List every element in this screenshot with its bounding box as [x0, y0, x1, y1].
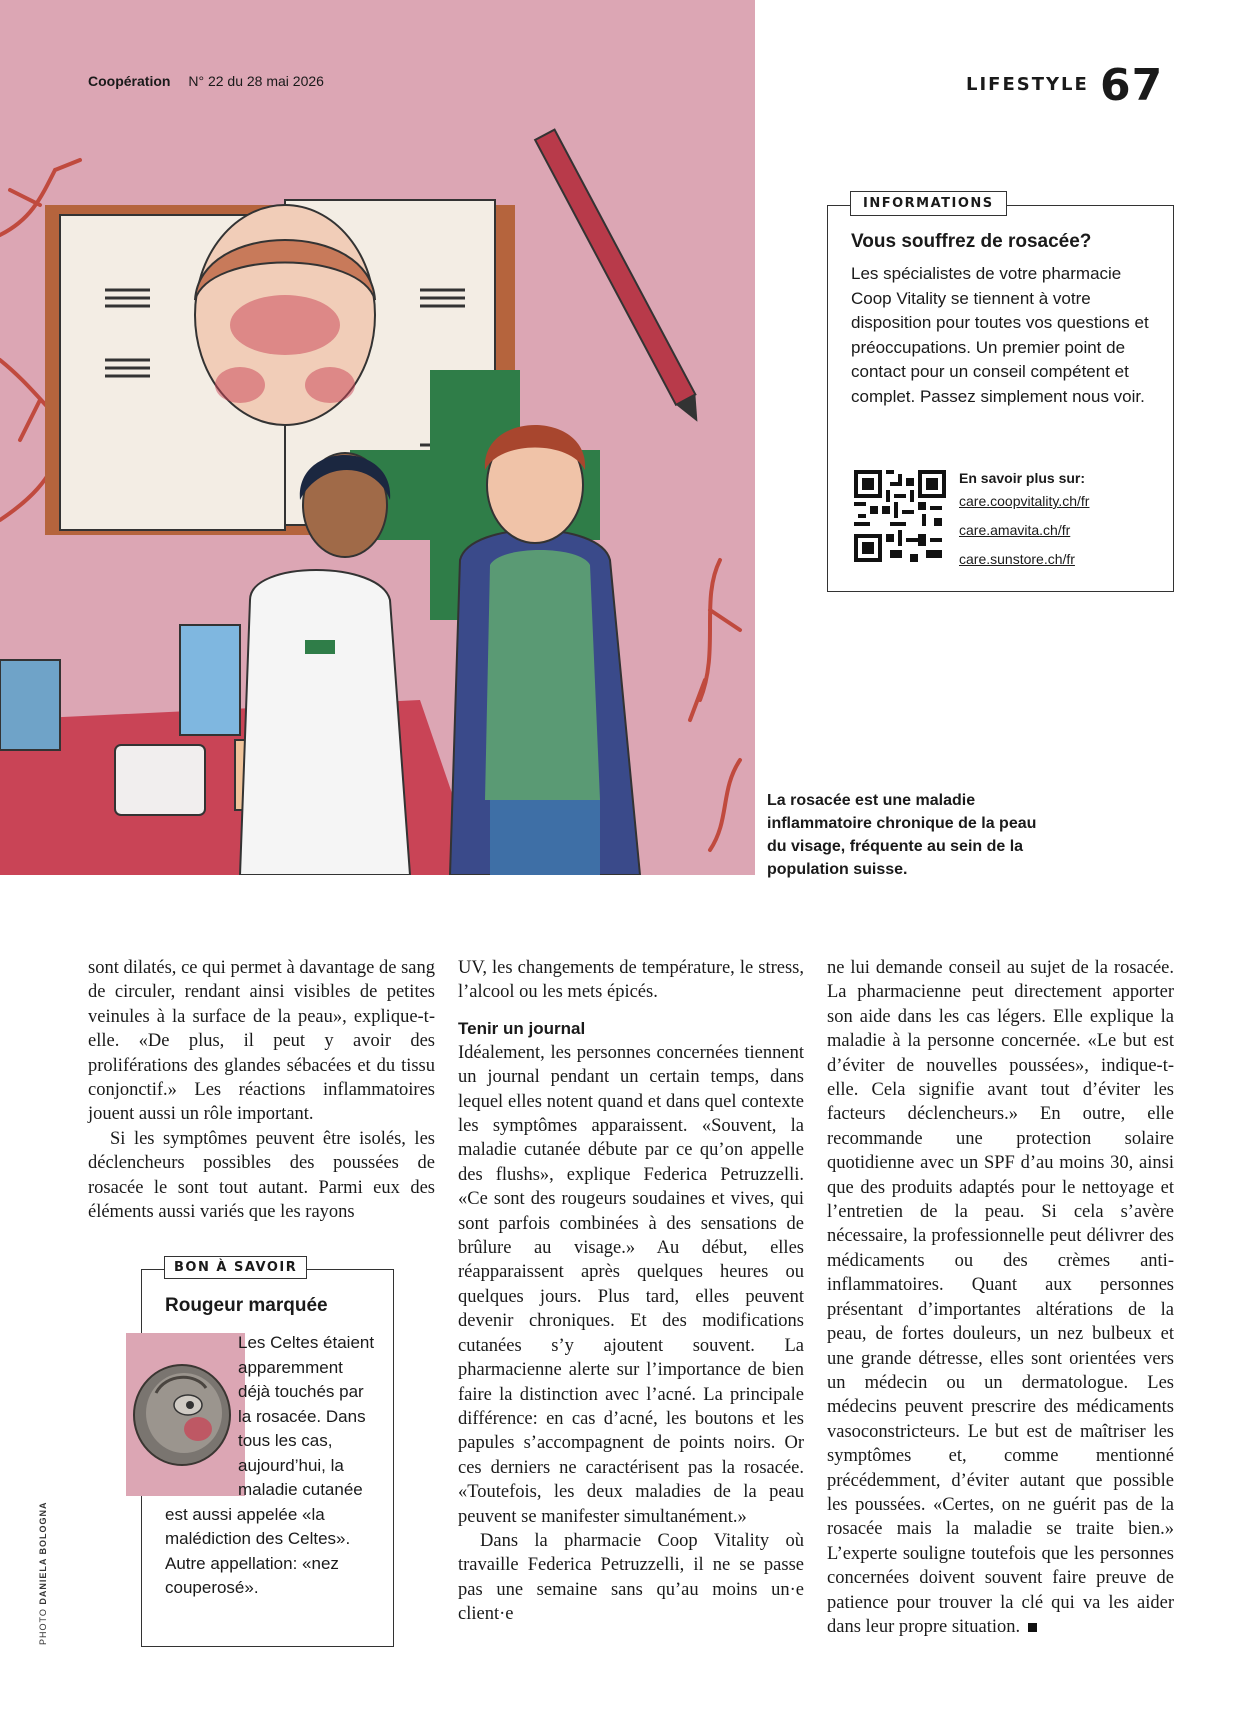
info-title: Vous souffrez de rosacée?: [851, 231, 1092, 252]
article-column-3: [827, 956, 1174, 1639]
subheading: Tenir un journal: [458, 1018, 586, 1038]
credit-prefix: PHOTO: [38, 1608, 48, 1645]
magazine-brand: Coopération: [88, 73, 171, 89]
article-column-1: [88, 956, 435, 1224]
paragraph: UV, les changements de température, le stress, l’alcool ou les mets épicés.: [458, 958, 804, 1003]
paragraph: Dans la pharmacie Coop Vitality où travaille Federica Petruzzelli, il ne se passe pas une semaine sans qu’au moins un·e client·e: [458, 1530, 804, 1625]
qr-code-icon: [854, 470, 946, 562]
info-box: [827, 196, 1174, 592]
end-mark-icon: [1028, 1623, 1037, 1632]
masthead: [88, 73, 324, 89]
paragraph: Idéalement, les personnes concernées tiennent un journal pendant un certain temps, dans lequel elles notent quand et dans quel contexte les symptômes apparaissent. «Souvent, la maladie cutanée débute par ce qu’on appelle des flushs», explique Federica Petruzzelli. «Ce sont des rougeurs soudaines et vives, qui sont parfois combinées à des sensations de brûlure au visage.» Au début, elles réapparaissent après quelques heures ou quelques jours. Plus tard, elles peuvent devenir chroniques. Et des modifications cutanées s’y ajoutent souvent. La pharmacienne alerte sur l’importance de bien faire la distinction avec l’acné. La principale différence: en cas d’acné, les boutons et les papules s’accompagnent de points noirs. Or ces derniers ne caractérisent pas la rosacée. «Toutefois, les deux maladies de la peau peuvent se manifester simultanément.»: [458, 1042, 804, 1527]
credit-name: DANIELA BOLOGNA: [38, 1501, 48, 1605]
image-caption: La rosacée est une maladie inflammatoire chronique de la peau du visage, fréquente au sein de la population suisse.: [767, 792, 1037, 878]
sidebar-tag: BON À SAVOIR: [164, 1256, 307, 1279]
page-number: 67: [1100, 60, 1164, 111]
info-more-label: En savoir plus sur:: [959, 470, 1086, 486]
sidebar-title: Rougeur marquée: [165, 1295, 328, 1316]
info-tag: INFORMATIONS: [850, 191, 1007, 216]
pharmacy-illustration: [0, 0, 755, 875]
paragraph: [827, 956, 1174, 1639]
link-coopvitality[interactable]: care.coopvitality.ch/fr: [959, 493, 1090, 509]
coin-spacer: [142, 1331, 238, 1499]
section-label: LIFESTYLE: [966, 74, 1089, 95]
info-links: [959, 469, 1089, 574]
paragraph-text: ne lui demande conseil au sujet de la rosacée. La pharmacienne peut directement apporter son aide dans les cas légers. Elle explique la maladie à la personne concernée. «Le but est d’éviter de nouvelles poussées», indique-t-elle. Cela signifie avant tout d’éviter les facteurs déclencheurs.» En outre, elle recommande une protection solaire quotidienne avec un SPF d’au moins 30, ainsi que des produits adaptés pour le nettoyage et l’entretien de la peau. Si cela s’avère nécessaire, la professionnelle peut délivrer des médicaments ou des crèmes anti-inflammatoires. Quant aux personnes présentant d’importantes altérations de la peau, de fortes douleurs, un nez bulbeux et une grande détresse, elles sont orientées vers un médecin ou un dermatologue. Les médecins peuvent prescrire des médicaments vasoconstricteurs. Le but est de maîtriser les symptômes et, comme mentionné précédemment, d’éviter autant que possible les poussées. «Certes, on ne guérit pas de la rosacée mais la maladie se traite bien.» L’experte souligne toutefois que les personnes concernées doivent souvent faire preuve de patience pour trouver la clé qui va les aider dans leur propre situation.: [827, 958, 1174, 1637]
issue-date: N° 22 du 28 mai 2026: [188, 73, 324, 89]
sidebar-body: Les Celtes étaient apparemment déjà touchés par la rosacée. Dans tous les cas, aujourd’hui, la maladie cutanée est aussi appelée «la malédiction des Celtes». Autre appellation: «nez couperosé».: [165, 1333, 375, 1597]
hero-illustration: [0, 0, 755, 875]
sidebar-box: [141, 1260, 394, 1647]
photo-credit: [38, 1501, 48, 1645]
info-body: Les spécialistes de votre pharmacie Coop Vitality se tiennent à votre disposition pour toutes vos questions et préoccupations. Un premier point de contact pour un conseil compétent et complet. Passez simplement nous voir.: [851, 264, 1149, 406]
link-amavita[interactable]: care.amavita.ch/fr: [959, 522, 1071, 538]
sidebar-text: [165, 1331, 377, 1601]
article-column-2: [458, 956, 804, 1627]
link-sunstore[interactable]: care.sunstore.ch/fr: [959, 551, 1075, 567]
paragraph: Si les symptômes peuvent être isolés, les déclencheurs possibles des poussées de rosacée le sont tout autant. Parmi eux des éléments aussi variés que les rayons: [88, 1128, 435, 1223]
paragraph: sont dilatés, ce qui permet à davantage de sang de circuler, rendant ainsi visibles de petites veinules à la surface de la peau», explique-t-elle. «De plus, il peut y avoir des proliférations des glandes sébacées et du tissu conjonctif.» Les réactions inflammatoires jouent aussi un rôle important.: [88, 958, 435, 1125]
